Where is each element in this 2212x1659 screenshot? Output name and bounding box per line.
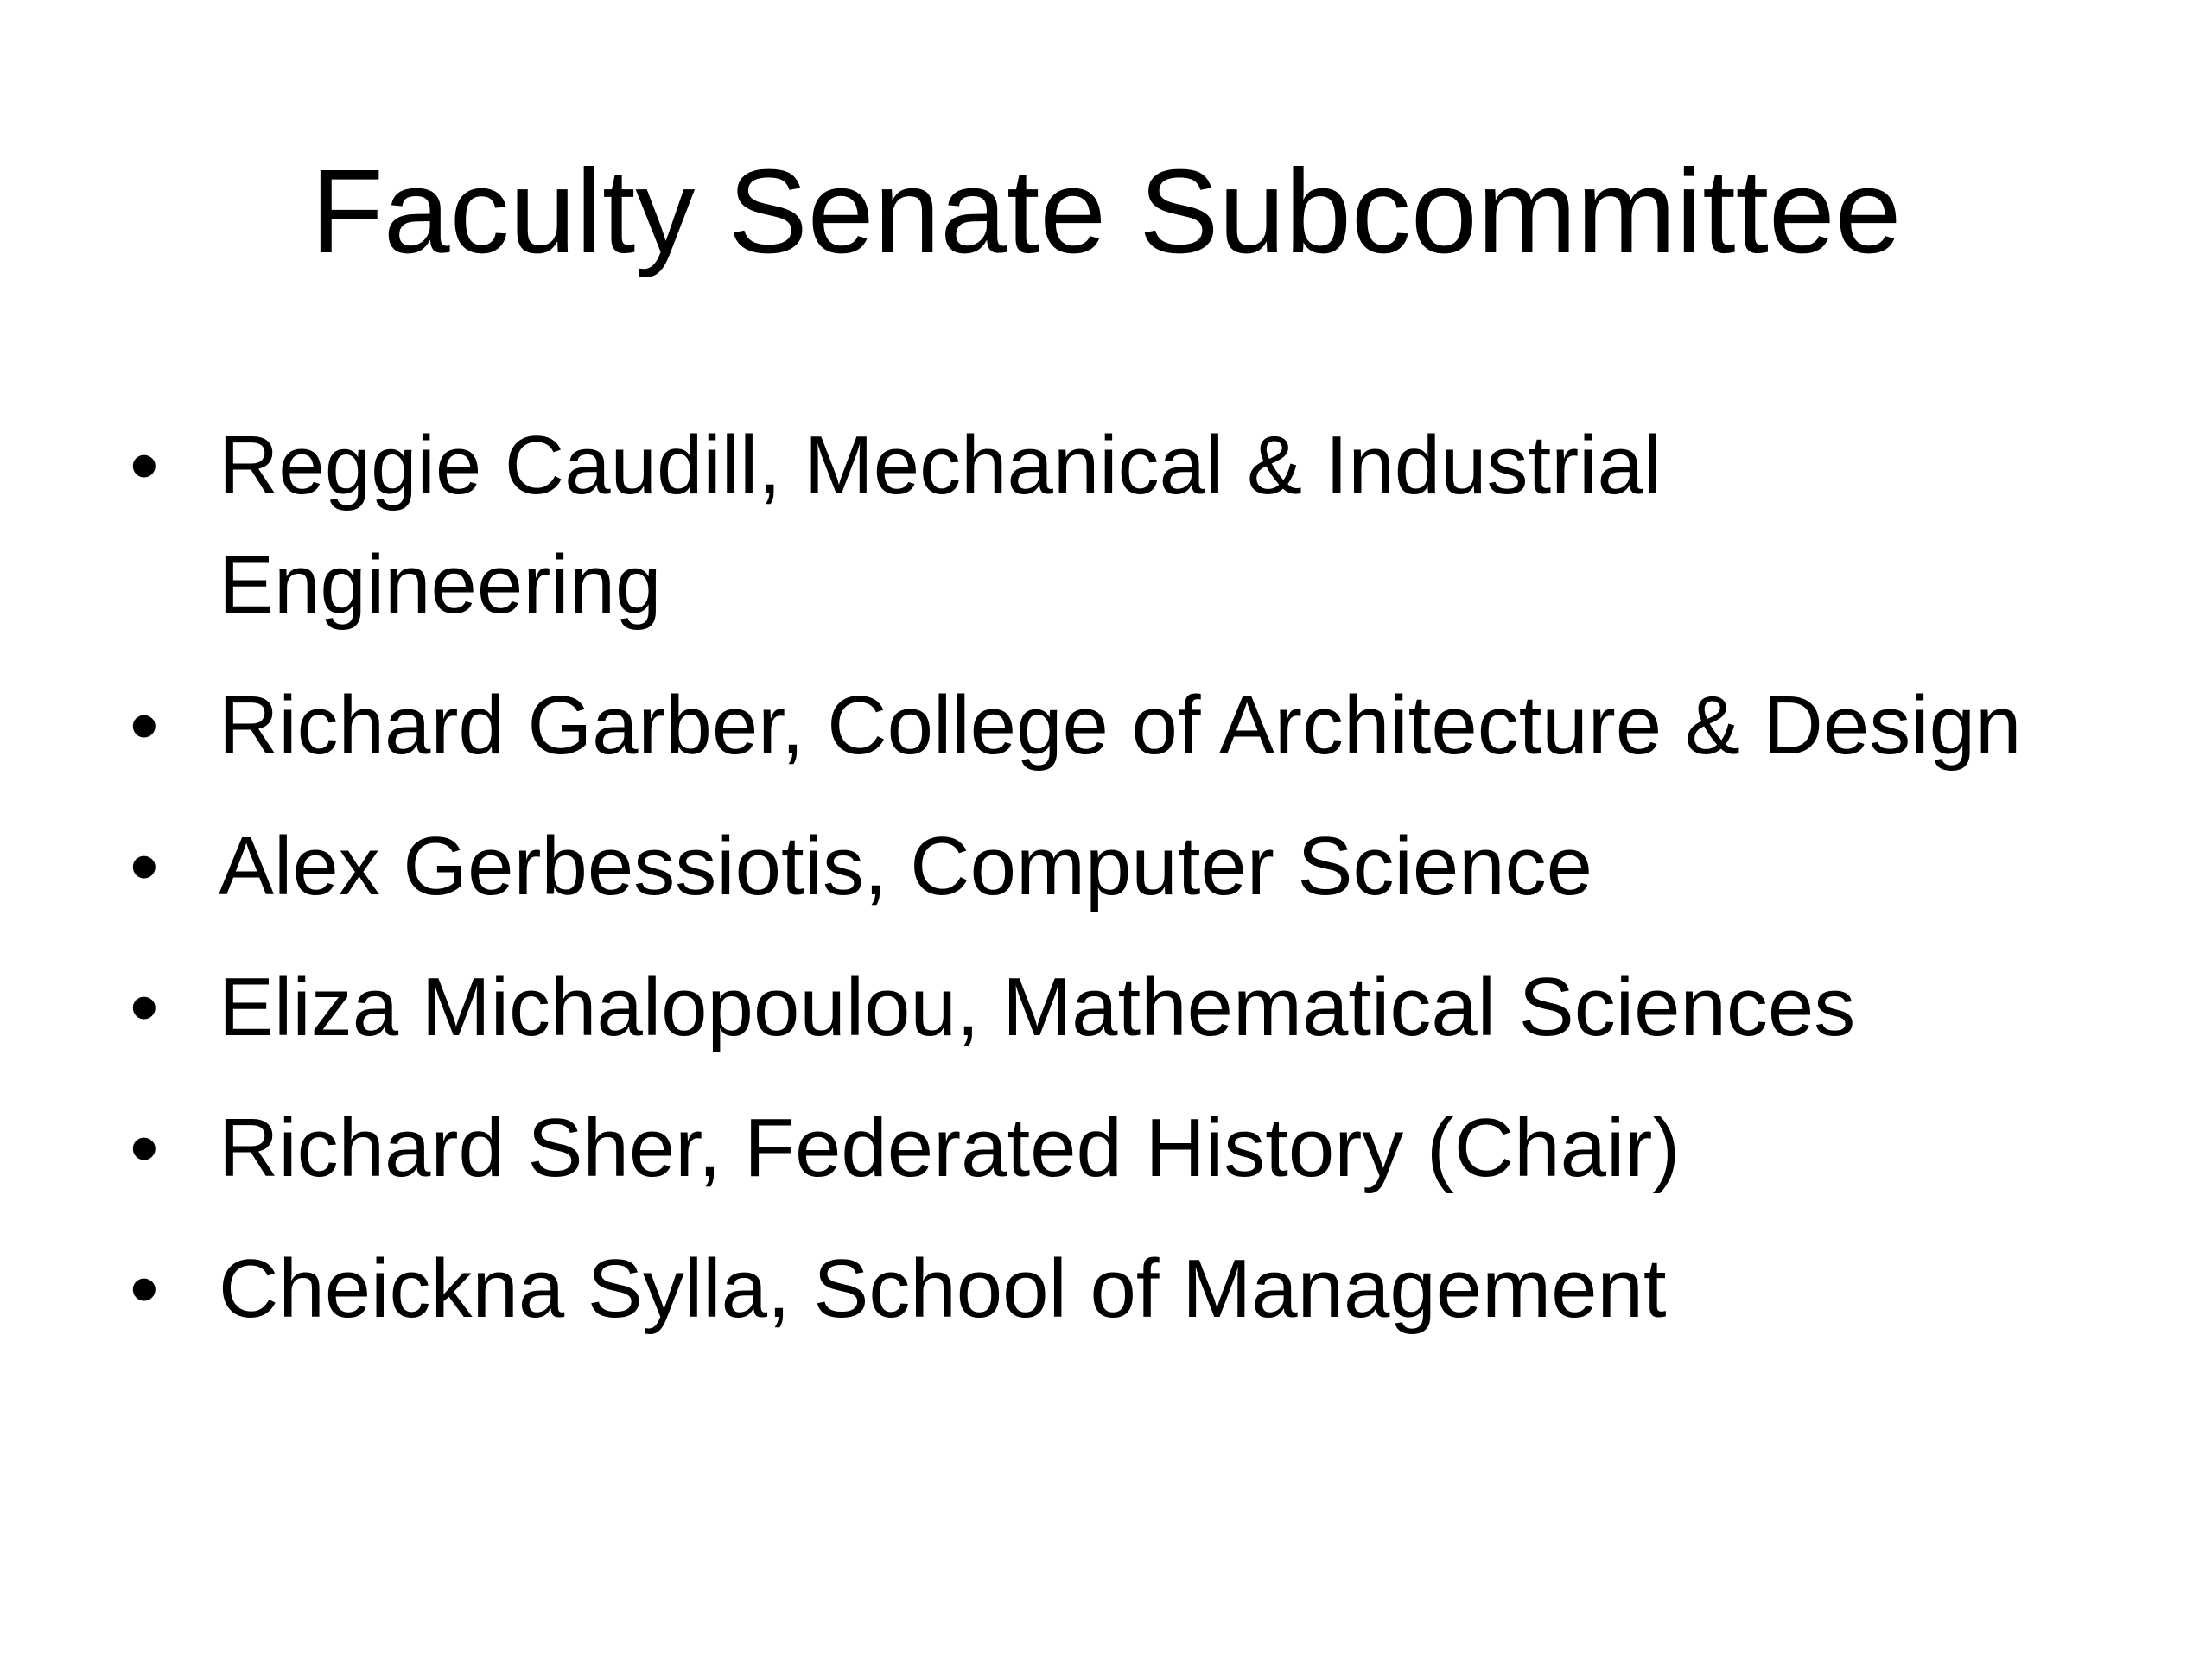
member-list [130,406,2117,1370]
bullet-icon: • [130,679,159,772]
bullet-icon: • [130,820,159,912]
member-text: Alex Gerbessiotis, Computer Science [219,820,1592,912]
member-text: Eliza Michalopoulou, Mathematical Sciences [219,961,1856,1053]
list-item [130,406,2117,645]
bullet-icon: • [130,1102,159,1194]
member-text: Richard Sher, Federated History (Chair) [219,1102,1681,1194]
member-text: Reggie Caudill, Mechanical & Industrial Engineering [219,419,1662,631]
list-item [130,666,2117,785]
member-text: Richard Garber, College of Architecture & Design [219,679,2022,772]
list-item [130,1230,2117,1349]
list-item [130,1089,2117,1208]
list-item [130,807,2117,926]
bullet-icon: • [130,419,159,512]
bullet-icon: • [130,961,159,1053]
slide-title: Faculty Senate Subcommittee [310,145,1902,278]
bullet-icon: • [130,1243,159,1335]
list-item [130,948,2117,1067]
member-text: Cheickna Sylla, School of Management [219,1243,1667,1335]
